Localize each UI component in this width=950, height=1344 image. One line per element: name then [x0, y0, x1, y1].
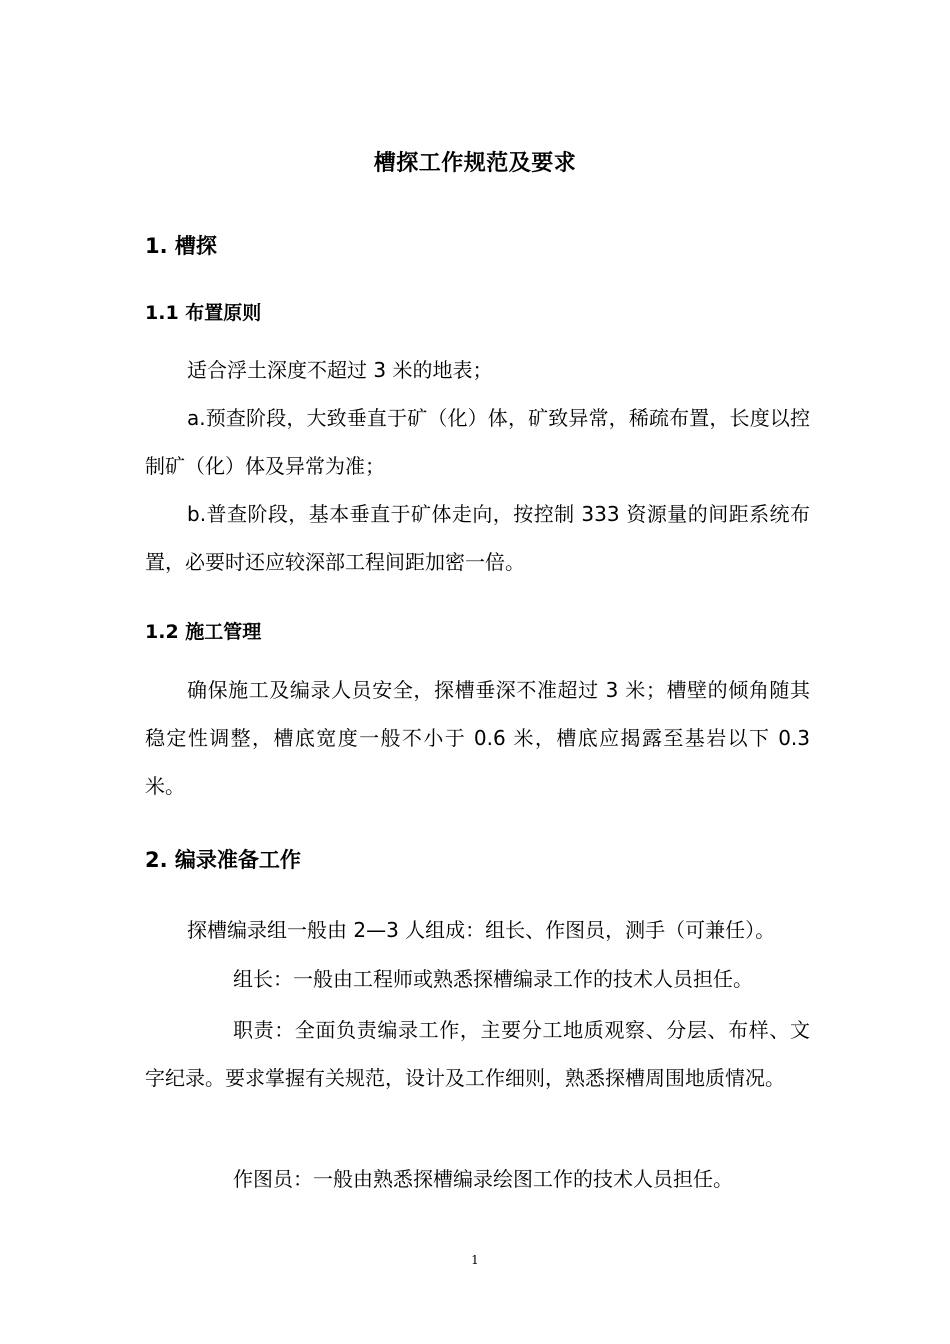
paragraph-1-1-c: b.普查阶段，基本垂直于矿体走向，按控制 333 资源量的间距系统布置，必要时还应较深部工程间距加密一倍。 [145, 502, 810, 574]
section-heading-1: 1. 槽探 [145, 234, 217, 258]
paragraph-2-a: 探槽编录组一般由 2—3 人组成：组长、作图员，测手（可兼任）。 [187, 918, 776, 942]
page-number: 1 [471, 1253, 479, 1267]
document-title: 槽探工作规范及要求 [373, 151, 577, 176]
paragraph-2-c: 职责：全面负责编录工作，主要分工地质观察、分层、布样、文字纪录。要求掌握有关规范，设计及工作细则，熟悉探槽周围地质情况。 [145, 1018, 810, 1090]
paragraph-1-1-b: a.预查阶段，大致垂直于矿（化）体，矿致异常，稀疏布置，长度以控制矿（化）体及异常为准； [145, 406, 810, 478]
section-heading-2: 2. 编录准备工作 [145, 848, 301, 872]
paragraph-2-d: 作图员：一般由熟悉探槽编录绘图工作的技术人员担任。 [233, 1167, 733, 1191]
paragraph-1-2-a: 确保施工及编录人员安全，探槽垂深不准超过 3 米；槽壁的倾角随其稳定性调整，槽底宽度一般不小于 0.6 米，槽底应揭露至基岩以下 0.3 米。 [145, 678, 810, 798]
paragraph-1-1-a: 适合浮土深度不超过 3 米的地表； [187, 358, 493, 382]
subsection-heading-1-1: 1.1 布置原则 [145, 302, 262, 324]
paragraph-2-b: 组长：一般由工程师或熟悉探槽编录工作的技术人员担任。 [233, 967, 753, 991]
subsection-heading-1-2: 1.2 施工管理 [145, 621, 262, 643]
